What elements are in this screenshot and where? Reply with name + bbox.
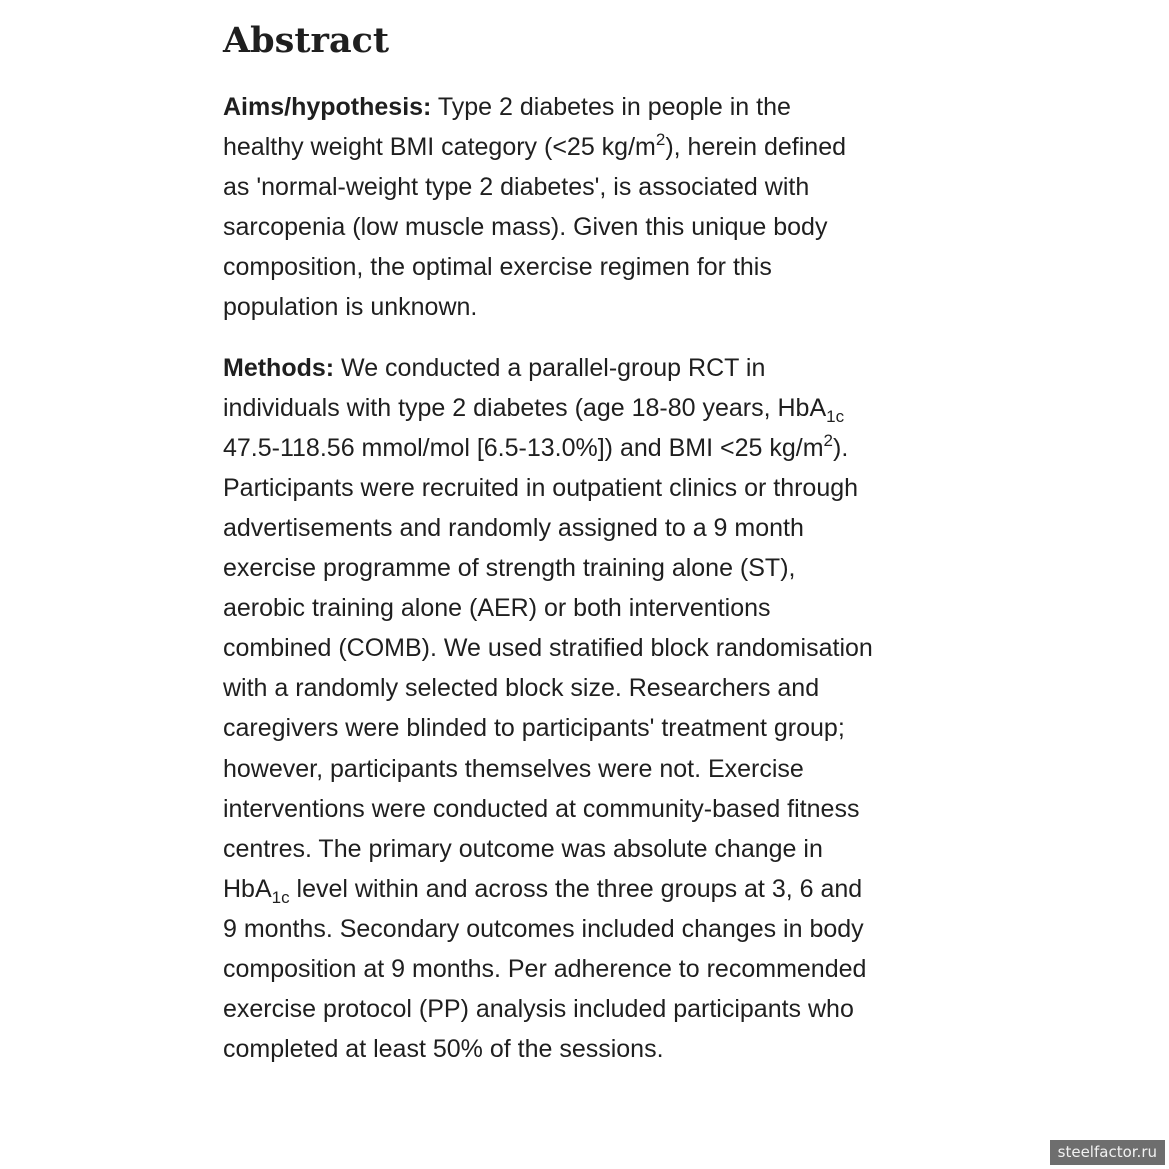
methods-subscript-1: 1c [826,406,845,426]
methods-text-2: 47.5-118.56 mmol/mol [6.5-13.0%]) and BMI <25 kg/m [223,433,824,462]
aims-text-2: ), herein defined as 'normal-weight type 2 diabetes', is associated with sarcopenia (low muscle mass). Given this unique body composition, the optimal exercise regimen for this population is unknown. [223,133,847,322]
methods-text-4: level within and across the three groups at 3, 6 and 9 months. Secondary outcomes included changes in body composition at 9 months. Per adherence to recommended exercise protocol (PP) analysis included participants who completed at least 50% of the sessions. [223,874,867,1064]
methods-text-3: ). Participants were recruited in outpatient clinics or through advertisements and randomly assigned to a 9 month exercise programme of strength training alone (ST), aerobic training alone (AER) or both interventions combined (COMB). We used stratified block randomisation with a randomly selected block size. Researchers and caregivers were blinded to participants' treatment group; however, participants themselves were not. Exercise interventions were conducted at community-based fitness centres. The primary outcome was absolute change in HbA [223,433,873,903]
methods-paragraph [223,348,873,1070]
aims-paragraph [223,87,873,328]
methods-superscript: 2 [823,430,833,450]
aims-text-1: Type 2 diabetes in people in the healthy weight BMI category (<25 kg/m [223,93,791,162]
methods-label: Methods: [223,353,335,382]
aims-label: Aims/hypothesis: [223,93,432,121]
methods-subscript-2: 1c [271,887,290,907]
section-title: Abstract [223,20,390,61]
methods-text-1: We conducted a parallel-group RCT in individuals with type 2 diabetes (age 18-80 years, HbA [223,353,827,422]
aims-superscript: 2 [655,129,666,149]
abstract-section [223,14,873,1089]
site-watermark: steelfactor.ru [1050,1140,1165,1165]
